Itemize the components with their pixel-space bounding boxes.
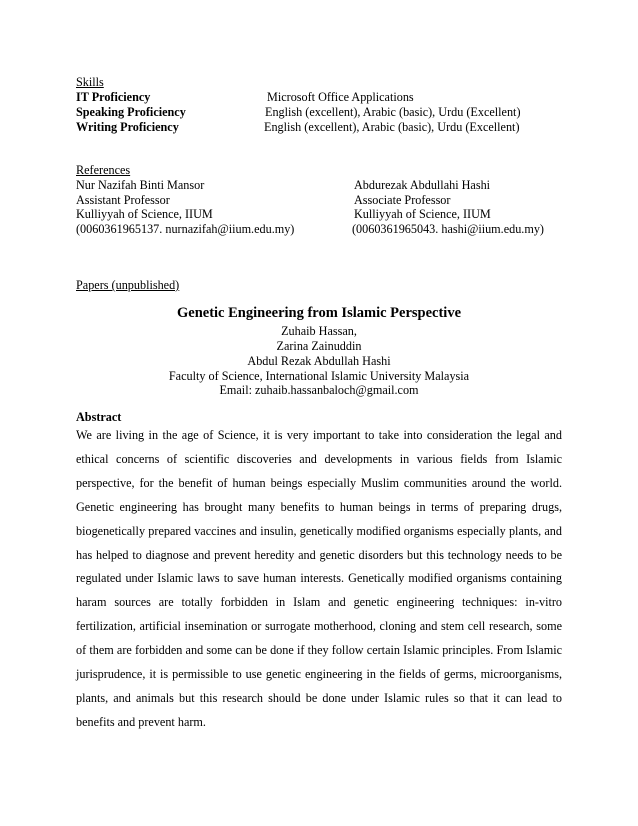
reference-right-org: Kulliyyah of Science, IIUM	[354, 207, 491, 221]
paper-author-3: Abdul Rezak Abdullah Hashi	[247, 354, 391, 368]
skill-value-it: Microsoft Office Applications	[267, 90, 414, 104]
reference-left-contact: (0060361965137. nurnazifah@iium.edu.my)	[76, 222, 295, 236]
skill-label-it: IT Proficiency	[76, 90, 151, 104]
paper-email: Email: zuhaib.hassanbaloch@gmail.com	[219, 383, 419, 397]
references-heading: References	[76, 163, 131, 177]
reference-left-org: Kulliyyah of Science, IIUM	[76, 207, 213, 221]
abstract-body: We are living in the age of Science, it is very important to take into consideration the legal and ethical concerns of scientific discoveries and developments in various fields from Islamic perspective, for the benefit of human beings especially Muslim communities around the world. Genetic engineering has brought many benefits to human beings in terms of preparing drugs, biogenetically prepared vaccines and insulin, genetically modified organisms especially plants, and has helped to diagnose and prevent heredity and genetic disorders but this technology needs to be regulated under Islamic laws to save human interests. Genetically modified organisms containing haram sources are totally forbidden in Islam and genetic engineering techniques: in-vitro fertilization, artificial insemination or surrogate motherhood, cloning and stem cell research, some of them are forbidden and some can be done if they follow certain Islamic principles. From Islamic jurisprudence, it is permissible to use genetic engineering in the fields of germs, microorganisms, plants, and animals but this research should be done under Islamic rules so that it can lead to benefits and prevent harm.	[76, 428, 562, 729]
paper-author-2: Zarina Zainuddin	[276, 339, 362, 353]
reference-right-name: Abdurezak Abdullahi Hashi	[354, 178, 491, 192]
paper-affiliation: Faculty of Science, International Islamic University Malaysia	[168, 369, 470, 383]
abstract-heading: Abstract	[76, 410, 122, 424]
papers-heading: Papers (unpublished)	[76, 278, 180, 292]
paper-author-1: Zuhaib Hassan,	[281, 324, 357, 338]
reference-left-name: Nur Nazifah Binti Mansor	[76, 178, 205, 192]
skill-label-writing: Writing Proficiency	[76, 120, 179, 134]
paper-title: Genetic Engineering from Islamic Perspective	[176, 305, 462, 321]
skill-label-speaking: Speaking Proficiency	[76, 105, 186, 119]
reference-right-contact: (0060361965043. hashi@iium.edu.my)	[352, 222, 544, 236]
skill-value-speaking: English (excellent), Arabic (basic), Urdu (Excellent)	[265, 105, 521, 119]
skills-heading: Skills	[76, 75, 104, 89]
reference-right-title: Associate Professor	[354, 193, 451, 207]
reference-left-title: Assistant Professor	[76, 193, 170, 207]
skill-value-writing: English (excellent), Arabic (basic), Urdu (Excellent)	[264, 120, 520, 134]
